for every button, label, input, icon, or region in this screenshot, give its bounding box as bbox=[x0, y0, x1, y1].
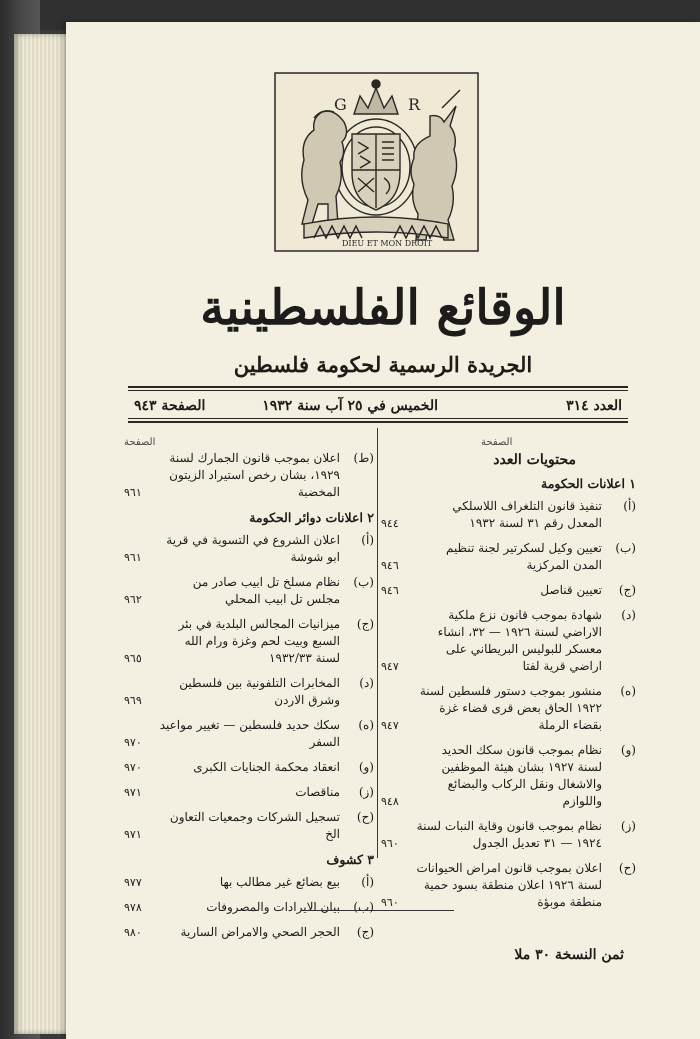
entry-label: (ج) bbox=[618, 583, 636, 597]
entry-page: ٩٧٠ bbox=[124, 761, 142, 774]
entry-page: ٩٤٤ bbox=[381, 517, 399, 530]
entry-text: تنفيذ قانون التلغراف اللاسلكي المعدل رقم ٣١ لسنة ١٩٣٢ bbox=[452, 499, 602, 530]
entry-page: ٩٦١ bbox=[124, 551, 142, 564]
entry-text: مناقصات bbox=[295, 785, 340, 799]
entry-text: الحجر الصحي والامراض السارية bbox=[180, 925, 340, 939]
entry-page: ٩٦٥ bbox=[124, 652, 142, 665]
entry-text: اعلان بموجب قانون الجمارك لسنة ١٩٢٩، بشان رخص استيراد الزيتون المخضبة bbox=[169, 451, 340, 499]
contents-right-column bbox=[381, 434, 636, 919]
entry-text: بيان الايرادات والمصروفات bbox=[206, 900, 340, 914]
entry-label: (و) bbox=[620, 743, 636, 757]
entry-label: (ب) bbox=[353, 575, 374, 589]
entry-label: (ب) bbox=[353, 900, 374, 914]
entry-page: ٩٦٢ bbox=[124, 593, 142, 606]
entry-text: سكك حديد فلسطين — تغيير مواعيد السفر bbox=[159, 718, 340, 749]
entry-text: منشور بموجب دستور فلسطين لسنة ١٩٢٢ الحاق بعض قرى قضاء غزة بقضاء الرملة bbox=[419, 684, 602, 732]
contents-entry bbox=[124, 574, 374, 608]
entry-label: (ه) bbox=[620, 684, 636, 698]
entry-text: شهادة بموجب قانون نزع ملكية الاراضي لسنة ١٩٢٦ — ٣٢، انشاء معسكر للبوليس البريطاني على اراضي قرية لفتا bbox=[437, 608, 602, 673]
entry-label: (د) bbox=[359, 676, 374, 690]
section-heading: ٣ كشوف bbox=[326, 852, 374, 867]
contents-entry bbox=[381, 860, 636, 911]
contents-entry bbox=[124, 450, 374, 501]
contents-title: محتويات العدد bbox=[493, 452, 576, 468]
issue-date: الخميس في ٢٥ آب سنة ١٩٣٢ bbox=[262, 398, 438, 414]
contents-entry bbox=[381, 683, 636, 734]
entry-label: (أ) bbox=[361, 533, 374, 547]
contents-entry bbox=[124, 809, 374, 843]
entry-text: تسجيل الشركات وجمعيات التعاون الخ bbox=[169, 810, 340, 841]
entry-text: نظام بموجب قانون سكك الحديد لسنة ١٩٢٧ بشان هيئة الموظفين والاشغال ونقل الركاب والبضائع واللوازم bbox=[441, 743, 602, 808]
entry-label: (ح) bbox=[356, 810, 374, 824]
contents-left-column bbox=[124, 434, 374, 949]
entry-label: (ح) bbox=[618, 861, 636, 875]
contents-entry bbox=[124, 717, 374, 751]
left-column-page-header: الصفحة bbox=[124, 437, 156, 448]
entry-label: (ز) bbox=[358, 785, 374, 799]
entry-page: ٩٤٧ bbox=[381, 660, 399, 673]
right-column-page-header: الصفحة bbox=[481, 437, 513, 448]
entry-page: ٩٦١ bbox=[124, 486, 142, 499]
contents-entry bbox=[124, 616, 374, 667]
entry-page: ٩٤٨ bbox=[381, 795, 399, 808]
footer-rule bbox=[304, 910, 454, 911]
left-sections bbox=[124, 509, 374, 941]
copy-price: ثمن النسخة ٣٠ ملا bbox=[514, 947, 624, 963]
entry-text: نظام بموجب قانون وقاية النبات لسنة ١٩٢٤ — ٣١ تعديل الجدول bbox=[416, 819, 602, 850]
entry-text: اعلان بموجب قانون امراض الحيوانات لسنة ١٩٢٦ اعلان منطقة بسود حمية منطقة موبؤة bbox=[416, 861, 602, 909]
entry-text: تعيين قناصل bbox=[540, 583, 602, 597]
section-heading: ٢ اعلانات دوائر الحكومة bbox=[249, 510, 374, 525]
entry-page: ٩٧٨ bbox=[124, 901, 142, 914]
svg-text:G: G bbox=[334, 95, 347, 114]
contents-entry bbox=[124, 759, 374, 776]
entry-text: انعقاد محكمة الجنايات الكبرى bbox=[193, 760, 340, 774]
entry-page: ٩٧١ bbox=[124, 828, 142, 841]
contents-entry bbox=[124, 899, 374, 916]
contents-entry bbox=[381, 742, 636, 810]
entry-page: ٩٧١ bbox=[124, 786, 142, 799]
entry-page: ٩٦٠ bbox=[381, 896, 399, 909]
right-sections bbox=[381, 475, 636, 911]
entry-page: ٩٤٧ bbox=[381, 719, 399, 732]
entry-page: ٩٤٦ bbox=[381, 584, 399, 597]
gazette-page bbox=[66, 22, 700, 1039]
entry-label: (ط) bbox=[353, 451, 374, 465]
entry-label: (ز) bbox=[620, 819, 636, 833]
royal-coat-of-arms-icon bbox=[274, 72, 479, 252]
entry-page: ٩٨٠ bbox=[124, 926, 142, 939]
header-rule-bottom-thin bbox=[128, 418, 628, 419]
entry-text: نظام مسلخ تل ابيب صادر من مجلس تل ابيب المحلي bbox=[192, 575, 340, 606]
entry-label: (أ) bbox=[623, 499, 636, 513]
motto-text: DIEU ET MON DROIT bbox=[342, 239, 433, 248]
entry-label: (ه) bbox=[358, 718, 374, 732]
contents-entry bbox=[381, 498, 636, 532]
contents-entry bbox=[124, 924, 374, 941]
entry-page: ٩٦٠ bbox=[381, 837, 399, 850]
header-rule-top-thin bbox=[128, 390, 628, 391]
contents-entry bbox=[124, 675, 374, 709]
entry-label: (أ) bbox=[361, 875, 374, 889]
contents-entry bbox=[381, 607, 636, 675]
contents-entry bbox=[124, 532, 374, 566]
gazette-subtitle: الجريدة الرسمية لحكومة فلسطين bbox=[233, 352, 533, 377]
entry-page: ٩٦٩ bbox=[124, 694, 142, 707]
column-divider bbox=[377, 428, 378, 858]
entry-text: تعيين وكيل لسكرتير لجنة تنظيم المدن المركزية bbox=[445, 541, 602, 572]
entry-page: ٩٧٠ bbox=[124, 736, 142, 749]
entry-label: (و) bbox=[358, 760, 374, 774]
gazette-title: الوقائع الفلسطينية bbox=[200, 280, 566, 336]
svg-text:R: R bbox=[408, 95, 421, 114]
issue-number: العدد ٣١٤ bbox=[566, 398, 622, 414]
entry-label: (ج) bbox=[356, 617, 374, 631]
contents-entry bbox=[124, 784, 374, 801]
entry-label: (د) bbox=[621, 608, 636, 622]
entry-label: (ب) bbox=[615, 541, 636, 555]
contents-entry bbox=[381, 540, 636, 574]
entry-text: بيع بضائع غير مطالب بها bbox=[219, 875, 340, 889]
entry-text: ميزانيات المجالس البلدية في بئر السبع وبيت لحم وغزة ورام الله لسنة ١٩٣٢/٣٣ bbox=[178, 617, 340, 665]
contents-entry bbox=[381, 818, 636, 852]
entry-label: (ج) bbox=[356, 925, 374, 939]
entry-page: ٩٤٦ bbox=[381, 559, 399, 572]
entry-text: اعلان الشروع في التسوية في قرية ابو شوشة bbox=[166, 533, 340, 564]
issue-line bbox=[128, 394, 628, 420]
header-rule-bottom bbox=[128, 421, 628, 423]
entry-text: المخابرات التلفونية بين فلسطين وشرق الاردن bbox=[179, 676, 340, 707]
section-heading: ١ اعلانات الحكومة bbox=[541, 476, 636, 491]
entry-page: ٩٧٧ bbox=[124, 876, 142, 889]
issue-page: الصفحة ٩٤٣ bbox=[134, 398, 206, 414]
header-rule-top bbox=[128, 386, 628, 388]
contents-entry bbox=[124, 874, 374, 891]
contents-entry bbox=[381, 582, 636, 599]
